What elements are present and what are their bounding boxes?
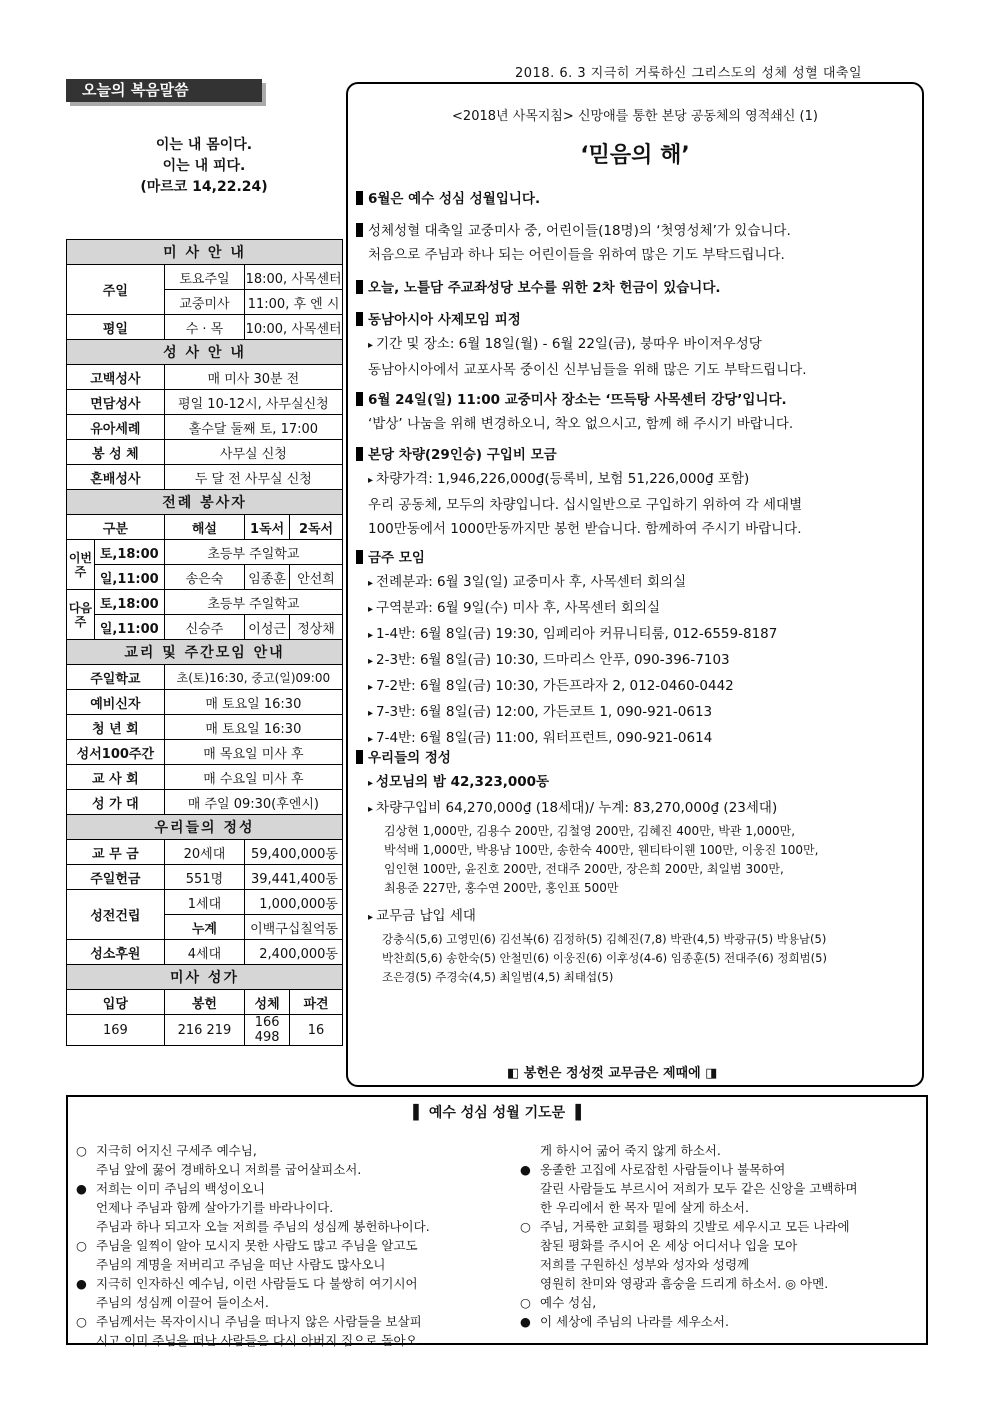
wed-thu-label: 수 · 목 xyxy=(164,315,244,340)
sacrament-label: 봉 성 체 xyxy=(67,440,165,465)
announcement-text: 차량가격: 1,946,226,000₫(등록비, 보험 51,226,000₫ 포함) xyxy=(376,471,750,487)
sacrament-label: 혼배성사 xyxy=(67,465,165,490)
prayer-text: 언제나 주님과 함께 살아가기를 바라나이다. xyxy=(96,1200,334,1215)
this-week-reading2: 안선희 xyxy=(290,565,343,590)
announcement-heading: 6월 24일(일) 11:00 교중미사 장소는 ‘뜨득탕 사목센터 강당’입니다. xyxy=(368,392,787,408)
square-bullet-icon xyxy=(356,191,363,205)
announcement-heading: 동남아시아 사제모임 피정 xyxy=(368,312,521,328)
weekday-label: 평일 xyxy=(67,315,165,340)
announcement-offerings xyxy=(356,746,921,987)
square-bullet-icon xyxy=(356,392,363,406)
hymn-entrance: 169 xyxy=(67,1015,165,1046)
main-mass-time: 11:00, 후 엔 시 xyxy=(245,290,343,315)
household-line: 강충식(5,6) 고영민(6) 김선복(6) 김정하(5) 김혜진(7,8) 박관(4,5) 박광규(5) 박용남(5) xyxy=(382,932,827,946)
announcement-retreat xyxy=(356,308,921,382)
catechesis-value: 매 토요일 16:30 xyxy=(164,690,342,715)
gospel-line-1: 이는 내 몸이다. xyxy=(155,137,253,153)
sacrament-value: 홀수달 둘째 토, 17:00 xyxy=(164,415,342,440)
announcement-text: 처음으로 주님과 하나 되는 어린이들을 위하여 많은 기도 부탁드립니다. xyxy=(368,247,785,263)
sacrament-heading: 성 사 안 내 xyxy=(67,340,343,365)
faith-year-title: ‘믿음의 해’ xyxy=(580,143,690,168)
sunday-label: 주일 xyxy=(67,265,165,315)
catechesis-value: 매 목요일 미사 후 xyxy=(164,740,342,765)
prayer-text: 옹졸한 고집에 사로잡힌 사람들이나 불목하여 xyxy=(540,1162,786,1177)
prayer-line xyxy=(76,1255,506,1274)
meeting-item: 구역분과: 6월 9일(수) 미사 후, 사목센터 회의실 xyxy=(376,600,661,616)
next-week-commentator: 신승주 xyxy=(164,615,244,640)
filled-circle-icon: ● xyxy=(520,1162,531,1177)
prayer-text: 지극히 인자하신 예수님, 이런 사람들도 다 불쌍히 여기시어 xyxy=(96,1276,418,1291)
catechesis-value: 매 수요일 미사 후 xyxy=(164,765,342,790)
catechesis-label: 성 가 대 xyxy=(67,790,165,815)
hymn-col-offertory: 봉헌 xyxy=(164,990,244,1015)
sat-sunday-label: 토요주일 xyxy=(164,265,244,290)
mass-info-heading: 미 사 안 내 xyxy=(67,240,343,265)
catechesis-label: 청 년 회 xyxy=(67,715,165,740)
prayer-text: 주님을 일찍이 알아 모시지 못한 사람도 많고 주님을 알고도 xyxy=(96,1238,418,1253)
prayer-line xyxy=(76,1217,506,1236)
prayer-line xyxy=(76,1312,506,1331)
announcement-heading: 금주 모임 xyxy=(368,550,425,566)
meeting-item: 7-2반: 6월 8일(금) 10:30, 가든프라자 2, 012-0460-0442 xyxy=(376,678,734,694)
next-week-label: 다음주 xyxy=(67,590,95,640)
next-week-sat: 토,18:00 xyxy=(94,590,164,615)
announcement-heading: 오늘, 노틀담 주교좌성당 보수를 위한 2차 헌금이 있습니다. xyxy=(368,280,721,296)
catechesis-value: 매 주일 09:30(후엔시) xyxy=(164,790,342,815)
gospel-label: 오늘의 복음말씀 xyxy=(66,79,262,102)
announcement-text: 우리 공동체, 모두의 차량입니다. 십시일반으로 구입하기 위하여 각 세대별 xyxy=(368,497,803,513)
announcement-text: 성체성혈 대축일 교중미사 중, 어린이들(18명)의 ‘첫영성체’가 있습니다. xyxy=(368,223,791,239)
prayer-line xyxy=(520,1179,920,1198)
this-week-commentator: 송은숙 xyxy=(164,565,244,590)
meeting-item: 전례분과: 6월 3일(일) 교중미사 후, 사목센터 회의실 xyxy=(376,574,687,590)
monthly-dues-amount: 59,400,000동 xyxy=(245,840,343,865)
vocation-support-label: 성소후원 xyxy=(67,940,165,965)
catechesis-label: 예비신자 xyxy=(67,690,165,715)
square-bullet-icon xyxy=(356,550,363,564)
prayer-text: 저희는 이미 주님의 백성이오니 xyxy=(96,1181,265,1196)
catechesis-label: 주일학교 xyxy=(67,665,165,690)
monthly-dues-label: 교 무 금 xyxy=(67,840,165,865)
triangle-bullet-icon: ▸ xyxy=(368,340,374,351)
hymn-col-dismissal: 파견 xyxy=(290,990,343,1015)
prayer-line xyxy=(76,1331,506,1350)
prayer-line xyxy=(520,1274,920,1293)
announcement-text: 차량구입비 64,270,000₫ (18세대)/ 누계: 83,270,000₫ (23세대) xyxy=(376,800,778,816)
triangle-bullet-icon: ▸ xyxy=(368,912,374,923)
parish-info-table xyxy=(66,239,343,1046)
church-building-total-label: 누계 xyxy=(164,915,244,940)
prayer-text: 이 세상에 주님의 나라를 세우소서. xyxy=(540,1314,729,1329)
meeting-item: 7-3반: 6월 8일(금) 12:00, 가든코트 1, 090-921-0613 xyxy=(376,704,713,720)
prayer-title: ▌ 예수 성심 성월 기도문 ▐ xyxy=(413,1105,581,1121)
prayer-text: 주님께서는 목자이시니 주님을 떠나지 않은 사람들을 보살피 xyxy=(96,1314,422,1329)
filled-circle-icon: ● xyxy=(76,1276,87,1291)
sunday-offering-label: 주일헌금 xyxy=(67,865,165,890)
prayer-line xyxy=(76,1141,506,1160)
announcement-heading: 본당 차량(29인승) 구입비 모금 xyxy=(368,447,557,463)
header-date-line: 2018. 6. 3 지극히 거룩하신 그리스도의 성체 성혈 대축일 xyxy=(515,66,863,81)
triangle-bullet-icon: ▸ xyxy=(368,734,374,745)
triangle-bullet-icon: ▸ xyxy=(368,578,374,589)
prayer-text: 주님의 성심께 이끌어 들이소서. xyxy=(96,1295,269,1310)
donor-line: 최용준 227만, 홍수연 200만, 홍인표 500만 xyxy=(384,881,619,895)
this-week-sat-value: 초등부 주일학교 xyxy=(164,540,342,565)
church-building-count: 1세대 xyxy=(164,890,244,915)
this-week-sat: 토,18:00 xyxy=(94,540,164,565)
servers-col-commentator: 해설 xyxy=(164,515,244,540)
triangle-bullet-icon: ▸ xyxy=(368,708,374,719)
this-week-label: 이번주 xyxy=(67,540,95,590)
prayer-line xyxy=(520,1217,920,1236)
church-building-label: 성전건립 xyxy=(67,890,165,940)
announcement-text: 교무금 납입 세대 xyxy=(376,908,476,924)
next-week-reading2: 정상채 xyxy=(290,615,343,640)
sacrament-label: 면담성사 xyxy=(67,390,165,415)
servers-col-division: 구분 xyxy=(67,515,165,540)
open-circle-icon: ○ xyxy=(76,1143,87,1158)
hymn-col-communion: 성체 xyxy=(245,990,290,1015)
announcement-text: 성모님의 밤 42,323,000동 xyxy=(376,774,550,790)
meeting-item: 7-4반: 6월 8일(금) 11:00, 워터프런트, 090-921-0614 xyxy=(376,730,713,746)
prayer-text: 지극히 어지신 구세주 예수님, xyxy=(96,1143,257,1158)
announcement-venue-change xyxy=(356,388,921,436)
liturgy-servers-heading: 전례 봉사자 xyxy=(67,490,343,515)
sacrament-value: 두 달 전 사무실 신청 xyxy=(164,465,342,490)
sunday-offering-count: 551명 xyxy=(164,865,244,890)
sat-sunday-time: 18:00, 사목센터 xyxy=(245,265,343,290)
sacrament-value: 사무실 신청 xyxy=(164,440,342,465)
hymns-heading: 미사 성가 xyxy=(67,965,343,990)
catechesis-label: 성서100주간 xyxy=(67,740,165,765)
prayer-text: 주님 앞에 꿇어 경배하오니 저희를 굽어살피소서. xyxy=(96,1162,362,1177)
hymn-col-entrance: 입당 xyxy=(67,990,165,1015)
prayer-text: 게 하시어 굶어 죽지 않게 하소서. xyxy=(540,1143,721,1158)
prayer-line xyxy=(520,1312,920,1331)
filled-circle-icon: ● xyxy=(76,1181,87,1196)
announcement-text: ‘밥상’ 나눔을 위해 변경하오니, 착오 없으시고, 함께 해 주시기 바랍니다. xyxy=(368,416,794,432)
announcement-second-collection xyxy=(356,276,921,300)
prayer-line xyxy=(520,1160,920,1179)
announcement-first-communion xyxy=(356,219,921,267)
prayer-line xyxy=(520,1198,920,1217)
prayer-text: 주님의 계명을 저버리고 주님을 떠난 사람도 많사오니 xyxy=(96,1257,386,1272)
triangle-bullet-icon: ▸ xyxy=(368,778,374,789)
this-week-reading1: 임종훈 xyxy=(245,565,290,590)
meeting-item: 1-4반: 6월 8일(금) 19:30, 임페리아 커뮤니티룸, 012-6559-8187 xyxy=(376,626,778,642)
triangle-bullet-icon: ▸ xyxy=(368,475,374,486)
sacrament-value: 평일 10-12시, 사무실신청 xyxy=(164,390,342,415)
monthly-dues-count: 20세대 xyxy=(164,840,244,865)
prayer-left-column xyxy=(76,1141,506,1350)
prayer-text: 갈린 사람들도 부르시어 저희가 모두 같은 신앙을 고백하며 xyxy=(540,1181,858,1196)
church-building-amount: 1,000,000동 xyxy=(245,890,343,915)
hymn-communion: 166 498 xyxy=(245,1015,290,1046)
announcement-vehicle-fund xyxy=(356,443,921,541)
next-week-sun: 일,11:00 xyxy=(94,615,164,640)
hymn-offertory: 216 219 xyxy=(164,1015,244,1046)
prayer-text: 예수 성심, xyxy=(540,1295,597,1310)
prayer-line xyxy=(76,1198,506,1217)
triangle-bullet-icon: ▸ xyxy=(368,682,374,693)
prayer-text: 시고 이미 주님을 떠난 사람들은 다시 아버지 집으로 돌아오 xyxy=(96,1333,418,1348)
catechesis-value: 초(토)16:30, 중고(일)09:00 xyxy=(164,665,342,690)
catechesis-value: 매 토요일 16:30 xyxy=(164,715,342,740)
donor-line: 임인현 100만, 윤진호 200만, 전대주 200만, 장은희 200만, 최일범 300만, xyxy=(384,862,784,876)
servers-col-reading1: 1독서 xyxy=(245,515,290,540)
prayer-text: 참된 평화를 주시어 온 세상 어디서나 입을 모아 xyxy=(540,1238,798,1253)
main-mass-label: 교중미사 xyxy=(164,290,244,315)
household-line: 박찬희(5,6) 송한숙(5) 안철민(6) 이웅진(6) 이후성(4-6) 임종훈(5) 전대주(6) 정희범(5) xyxy=(382,951,827,965)
prayer-line xyxy=(520,1141,920,1160)
square-bullet-icon xyxy=(356,280,363,294)
gospel-reference: (마르코 14,22.24) xyxy=(140,179,268,195)
vocation-support-count: 4세대 xyxy=(164,940,244,965)
prayer-line xyxy=(520,1236,920,1255)
prayer-text: 주님과 하나 되고자 오늘 저희를 주님의 성심께 봉헌하나이다. xyxy=(96,1219,430,1234)
prayer-line xyxy=(76,1236,506,1255)
open-circle-icon: ○ xyxy=(520,1295,531,1310)
catechesis-label: 교 사 회 xyxy=(67,765,165,790)
triangle-bullet-icon: ▸ xyxy=(368,656,374,667)
vocation-support-amount: 2,400,000동 xyxy=(245,940,343,965)
announcement-meetings xyxy=(356,546,921,752)
next-week-sat-value: 초등부 주일학교 xyxy=(164,590,342,615)
this-week-sun: 일,11:00 xyxy=(94,565,164,590)
meeting-item: 2-3반: 6월 8일(금) 10:30, 드마리스 안푸, 090-396-7103 xyxy=(376,652,730,668)
announcement-sacred-heart xyxy=(356,187,921,211)
triangle-bullet-icon: ▸ xyxy=(368,630,374,641)
sacrament-value: 매 미사 30분 전 xyxy=(164,365,342,390)
sacrament-label: 유아세례 xyxy=(67,415,165,440)
prayer-line xyxy=(76,1179,506,1198)
prayer-text: 저희를 구원하신 성부와 성자와 성령께 xyxy=(540,1257,750,1272)
prayer-line xyxy=(520,1255,920,1274)
open-circle-icon: ○ xyxy=(76,1314,87,1329)
gospel-text xyxy=(66,135,342,198)
gospel-line-2: 이는 내 피다. xyxy=(162,158,246,174)
prayer-right-column xyxy=(520,1141,920,1331)
next-week-reading1: 이성근 xyxy=(245,615,290,640)
square-bullet-icon xyxy=(356,750,363,764)
sunday-offering-amount: 39,441,400동 xyxy=(245,865,343,890)
announcement-text: 100만동에서 1000만동까지만 봉헌 받습니다. 함께하여 주시기 바랍니다. xyxy=(368,521,802,537)
weekday-time: 10:00, 사목센터 xyxy=(245,315,343,340)
open-circle-icon: ○ xyxy=(520,1219,531,1234)
church-building-total: 이백구십칠억동 xyxy=(245,915,343,940)
announcement-text: 동남아시아에서 교포사목 중이신 신부님들을 위해 많은 기도 부탁드립니다. xyxy=(368,362,807,378)
filled-circle-icon: ● xyxy=(520,1314,531,1329)
triangle-bullet-icon: ▸ xyxy=(368,604,374,615)
prayer-line xyxy=(520,1293,920,1312)
offering-note: ◧ 봉헌은 정성껏 교무금은 제때에 ◨ xyxy=(507,1066,718,1081)
open-circle-icon: ○ xyxy=(76,1238,87,1253)
announcement-heading: 6월은 예수 성심 성월입니다. xyxy=(368,191,541,207)
square-bullet-icon xyxy=(356,223,363,237)
square-bullet-icon xyxy=(356,312,363,326)
prayer-line xyxy=(76,1160,506,1179)
sacrament-label: 고백성사 xyxy=(67,365,165,390)
catechesis-heading: 교리 및 주간모임 안내 xyxy=(67,640,343,665)
household-line: 조은경(5) 주경숙(4,5) 최일범(4,5) 최태섭(5) xyxy=(382,970,614,984)
prayer-line xyxy=(76,1274,506,1293)
announcement-text: 기간 및 장소: 6월 18일(월) - 6월 22일(금), 붕따우 바이저우성당 xyxy=(376,336,762,352)
square-bullet-icon xyxy=(356,447,363,461)
prayer-text: 영원히 찬미와 영광과 흠숭을 드리게 하소서. ◎ 아멘. xyxy=(540,1276,829,1291)
donor-line: 박석배 1,000만, 박용남 100만, 송한숙 400만, 웬티타이웬 100만, 이웅진 100만, xyxy=(384,843,819,857)
servers-col-reading2: 2독서 xyxy=(290,515,343,540)
announcement-heading: 우리들의 정성 xyxy=(368,750,451,766)
prayer-line xyxy=(76,1293,506,1312)
prayer-text: 한 우리에서 한 목자 밑에 살게 하소서. xyxy=(540,1200,749,1215)
prayer-text: 주님, 거룩한 교회를 평화의 깃발로 세우시고 모든 나라에 xyxy=(540,1219,850,1234)
hymn-dismissal: 16 xyxy=(290,1015,343,1046)
devotion-heading: 우리들의 정성 xyxy=(67,815,343,840)
triangle-bullet-icon: ▸ xyxy=(368,804,374,815)
donor-line: 김상현 1,000만, 김용수 200만, 김철영 200만, 김혜진 400만, 박관 1,000만, xyxy=(384,824,796,838)
pastoral-guideline: <2018년 사목지침> 신망애를 통한 본당 공동체의 영적쇄신 (1) xyxy=(452,109,818,124)
